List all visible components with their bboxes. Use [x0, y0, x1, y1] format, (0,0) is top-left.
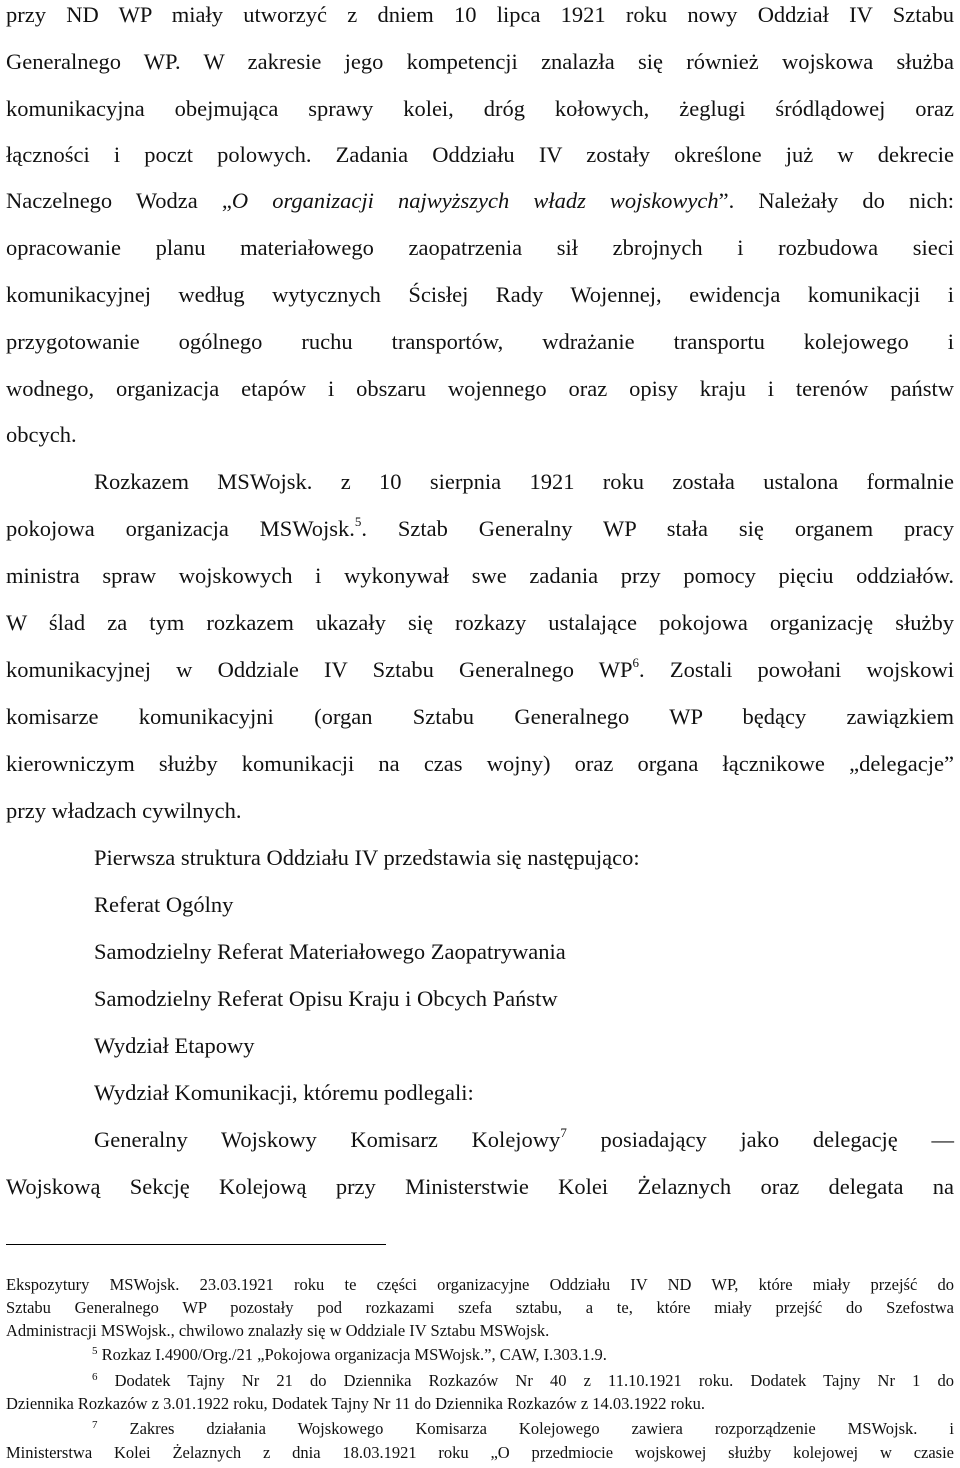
body-line: opracowanie planu materiałowego zaopatrzenia sił zbrojnych i rozbudowa sieci — [6, 235, 954, 260]
body-text: . Zostali powołani wojskowi — [639, 657, 955, 682]
footnote-separator — [6, 1244, 386, 1245]
footnote-text: Zakres działania Wojskowego Komisarza Kolejowego zawiera rozporządzenie MSWojsk. i — [97, 1419, 954, 1438]
body-line: przy władzach cywilnych. — [6, 798, 242, 823]
body-line: obcych. — [6, 422, 77, 447]
footnote-line: Administracji MSWojsk., chwilowo znalazły się w Oddziale IV Sztabu MSWojsk. — [6, 1321, 550, 1340]
body-line: przygotowanie ogólnego ruchu transportów, wdrażanie transportu kolejowego i — [6, 329, 954, 354]
body-line: ministra spraw wojskowych i wykonywał swe zadania przy pomocy pięciu oddziałów. — [6, 563, 954, 588]
footnote-6 — [92, 1371, 954, 1391]
body-line: komunikacyjna obejmująca sprawy kolei, dróg kołowych, żeglugi śródlądowej oraz — [6, 96, 954, 121]
body-line: Generalnego WP. W zakresie jego kompetencji znalazła się również wojskowa służba — [6, 49, 954, 74]
body-line: komunikacyjnej według wytycznych Ścisłej Rady Wojennej, ewidencja komunikacji i — [6, 282, 954, 307]
body-line: Wojskową Sekcję Kolejową przy Ministerstwie Kolei Żelaznych oraz delegata na — [6, 1174, 954, 1199]
body-line: wodnego, organizacja etapów i obszaru wojennego oraz opisy kraju i terenów państw — [6, 376, 954, 401]
body-text: Naczelnego Wodza „ — [6, 188, 232, 213]
list-item: Samodzielny Referat Materiałowego Zaopatrywania — [94, 939, 566, 964]
body-line — [6, 514, 954, 544]
body-text: pokojowa organizacja MSWojsk. — [6, 516, 355, 541]
body-line — [6, 655, 954, 685]
body-line: komisarze komunikacyjni (organ Sztabu Generalnego WP będący zawiązkiem — [6, 704, 954, 729]
body-text: ”. Należały do nich: — [718, 188, 954, 213]
footnote-line: Sztabu Generalnego WP pozostały pod rozkazami szefa sztabu, a te, które miały przejść do Szefostwa — [6, 1298, 954, 1317]
paragraph-start-line: Rozkazem MSWojsk. z 10 sierpnia 1921 roku została ustalona formalnie — [94, 469, 954, 494]
footnote-text: Rozkaz I.4900/Org./21 „Pokojowa organizacja MSWojsk.”, CAW, I.303.1.9. — [97, 1345, 607, 1364]
italic-title: O organizacji najwyższych władz wojskowych — [231, 188, 719, 213]
footnote-ref: 6 — [632, 655, 640, 670]
body-line: przy ND WP miały utworzyć z dniem 10 lipca 1921 roku nowy Oddział IV Sztabu — [6, 2, 954, 27]
footnote-ref: 5 — [354, 514, 362, 529]
body-line: łączności i poczt polowych. Zadania Oddziału IV zostały określone już w dekrecie — [6, 142, 954, 167]
footnote-number: 7 — [92, 1419, 98, 1431]
footnote-line: Ekspozytury MSWojsk. 23.03.1921 roku te części organizacyjne Oddziału IV ND WP, które miały przejść do — [6, 1275, 954, 1294]
footnote-ref: 7 — [560, 1125, 567, 1140]
body-text: posiadający jako delegację — — [566, 1127, 954, 1152]
list-item: Samodzielny Referat Opisu Kraju i Obcych Państw — [94, 986, 558, 1011]
footnote-line: Ministerstwa Kolei Żelaznych z dnia 18.03.1921 roku „O przedmiocie wojskowej służby kolejowej w czasie — [6, 1443, 954, 1462]
list-intro: Pierwsza struktura Oddziału IV przedstawia się następująco: — [94, 845, 640, 870]
body-text: komunikacyjnej w Oddziale IV Sztabu Generalnego WP — [6, 657, 633, 682]
footnote-number: 5 — [92, 1345, 98, 1357]
list-item: Wydział Komunikacji, któremu podlegali: — [94, 1080, 474, 1105]
list-item: Referat Ogólny — [94, 892, 234, 917]
list-item: Wydział Etapowy — [94, 1033, 255, 1058]
body-text: . Sztab Generalny WP stała się organem pracy — [361, 516, 954, 541]
body-line — [6, 186, 954, 216]
footnote-line: Dziennika Rozkazów z 3.01.1922 roku, Dodatek Tajny Nr 11 do Dziennika Rozkazów z 14.03.1922 roku. — [6, 1394, 706, 1413]
body-text: Generalny Wojskowy Komisarz Kolejowy — [94, 1127, 561, 1152]
footnote-7 — [92, 1419, 954, 1439]
body-line: W ślad za tym rozkazem ukazały się rozkazy ustalające pokojowa organizację służby — [6, 610, 954, 635]
footnote-text: Dodatek Tajny Nr 21 do Dziennika Rozkazów Nr 40 z 11.10.1921 roku. Dodatek Tajny Nr 1 do — [97, 1371, 954, 1390]
list-item — [94, 1125, 954, 1155]
body-line: kierowniczym służby komunikacji na czas wojny) oraz organa łącznikowe „delegacje” — [6, 751, 954, 776]
footnote-number: 6 — [92, 1371, 98, 1383]
footnote-5 — [92, 1345, 954, 1365]
